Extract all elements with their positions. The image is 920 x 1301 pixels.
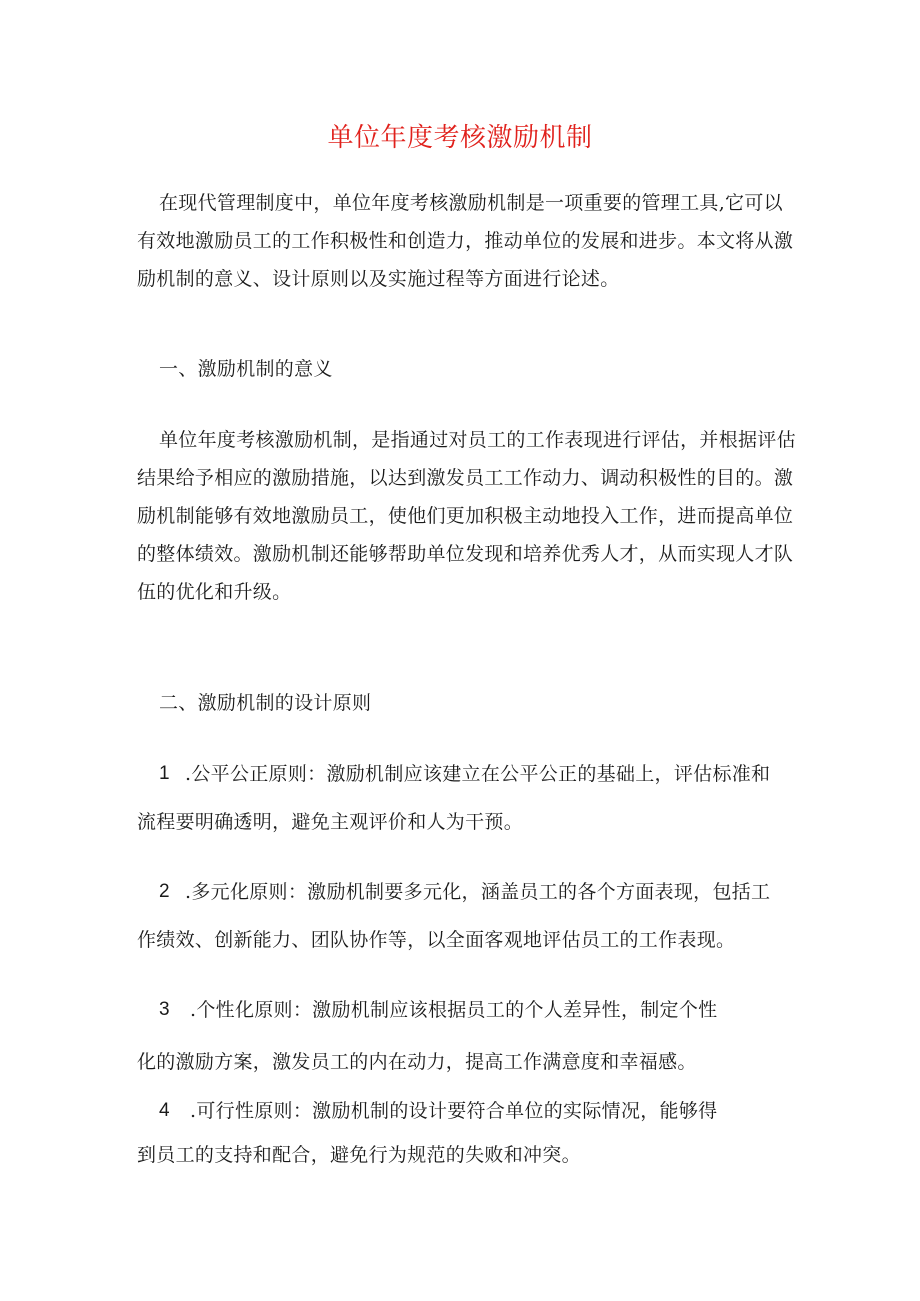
section1-heading: 一、激励机制的意义: [159, 358, 333, 380]
document-title: 单位年度考核激励机制: [327, 123, 593, 153]
item-line: .可行性原则：激励机制的设计要符合单位的实际情况，能够得: [190, 1100, 718, 1122]
item-number: 1: [159, 763, 170, 784]
item-number: 2: [159, 881, 170, 902]
item-line: 到员工的支持和配合，避免行为规范的失败和冲突。: [137, 1144, 581, 1166]
item-line: 化的激励方案，激发员工的内在动力，提高工作满意度和幸福感。: [137, 1051, 697, 1073]
item-line: .个性化原则：激励机制应该根据员工的个人差异性，制定个性: [190, 999, 718, 1021]
item-line: .多元化原则：激励机制要多元化，涵盖员工的各个方面表现，包括工: [185, 881, 771, 903]
section1-paragraph: 单位年度考核激励机制，是指通过对员工的工作表现进行评估，并根据评估结果给予相应的激励措施，以达到激发员工工作动力、调动积极性的目的。激励机制能够有效地激励员工，使他们更加积极主动地投入工作，进而提高单位的整体绩效。激励机制还能够帮助单位发现和培养优秀人才，从而实现人才队伍的优化和升级。: [137, 429, 796, 603]
item-line: 流程要明确透明，避免主观评价和人为干预。: [137, 811, 524, 833]
item-line: .公平公正原则：激励机制应该建立在公平公正的基础上，评估标准和: [185, 763, 771, 785]
item-number: 3: [159, 999, 170, 1020]
section2-heading: 二、激励机制的设计原则: [159, 692, 372, 714]
intro-paragraph: 在现代管理制度中，单位年度考核激励机制是一项重要的管理工具,它可以有效地激励员工的工作积极性和创造力，推动单位的发展和进步。本文将从激励机制的意义、设计原则以及实施过程等方面进行论述。: [137, 192, 794, 290]
item-line: 作绩效、创新能力、团队协作等，以全面客观地评估员工的工作表现。: [137, 929, 736, 951]
item-number: 4: [159, 1100, 170, 1121]
